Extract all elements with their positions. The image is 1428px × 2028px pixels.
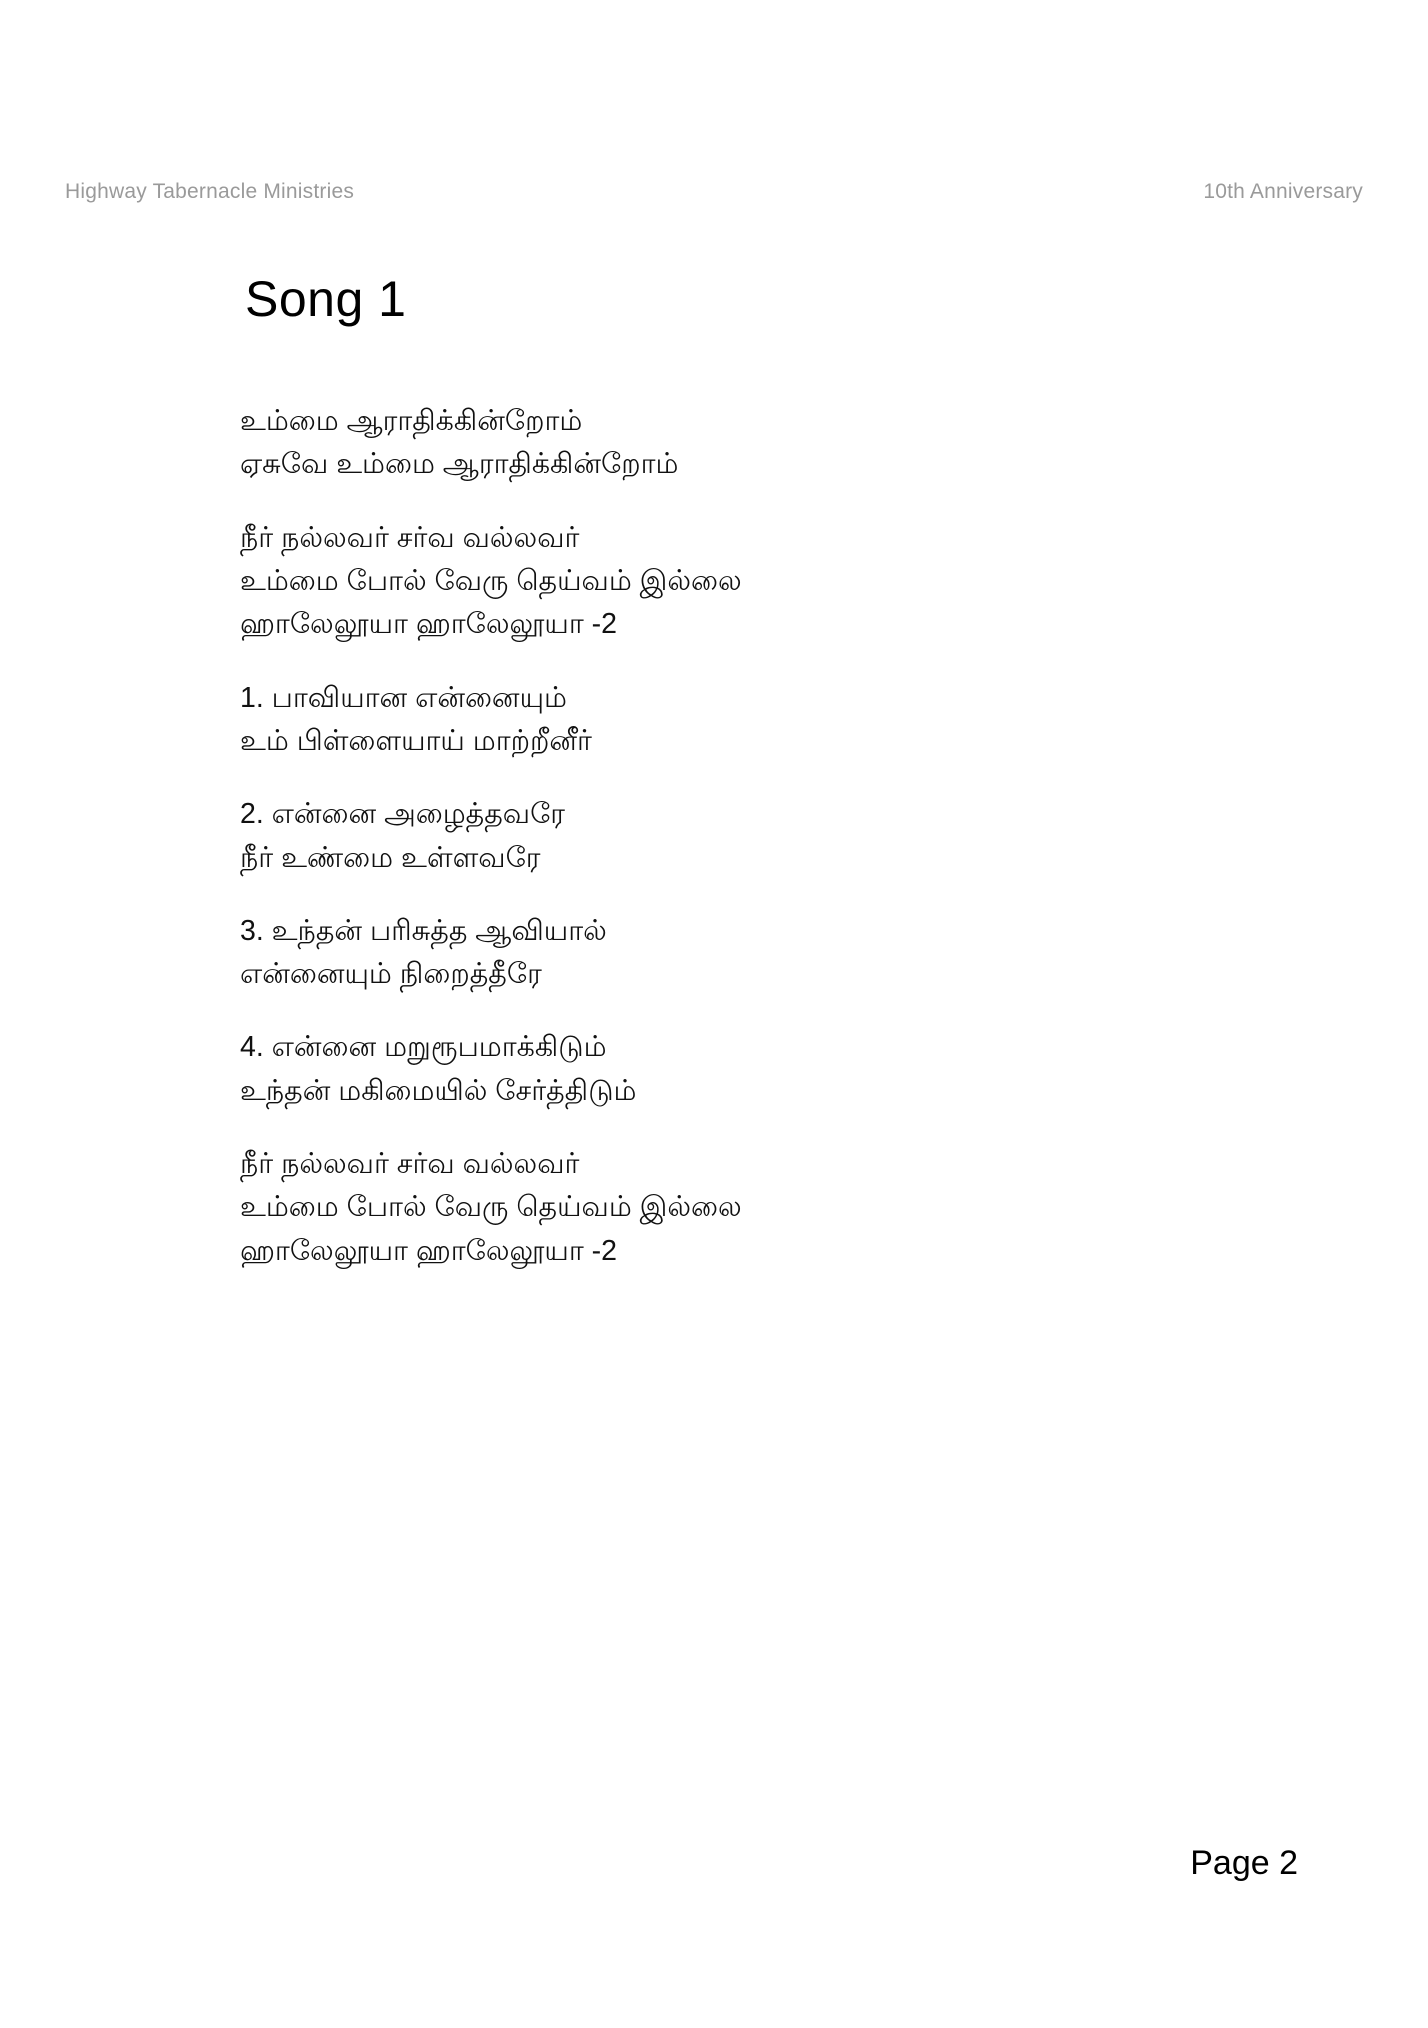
lyrics-stanza: [240, 1143, 1308, 1273]
lyrics-stanza: [240, 517, 1308, 647]
lyrics-stanza: [240, 400, 1308, 487]
lyrics-line: உந்தன் மகிமையில் சேர்த்திடும்: [240, 1074, 637, 1107]
lyrics-stanza: [240, 1026, 1308, 1113]
page-header: [65, 180, 1363, 204]
lyrics-line: 3. உந்தன் பரிசுத்த ஆவியால்: [240, 914, 607, 947]
header-anniversary-label: 10th Anniversary: [1203, 180, 1363, 203]
lyrics-line: நீர் நல்லவர் சர்வ வல்லவர்: [240, 521, 580, 554]
lyrics-stanza: [240, 910, 1308, 997]
lyrics-line: 4. என்னை மறுரூபமாக்கிடும்: [240, 1031, 607, 1064]
lyrics-line: உம்மை போல் வேரு தெய்வம் இல்லை: [240, 564, 742, 597]
lyrics-line: நீர் உண்மை உள்ளவரே: [240, 841, 541, 874]
lyrics-line: உம்மை ஆராதிக்கின்றோம்: [240, 405, 583, 437]
lyrics-stanza: [240, 677, 1308, 764]
lyrics-stanza: [240, 793, 1308, 880]
lyrics-line: ஹாலேலூயா ஹாலேலூயா -2: [240, 608, 617, 641]
page-number: Page 2: [1190, 1844, 1298, 1882]
lyrics-line: நீர் நல்லவர் சர்வ வல்லவர்: [240, 1148, 580, 1181]
lyrics-line: 2. என்னை அழைத்தவரே: [240, 798, 566, 831]
header-ministry-name: Highway Tabernacle Ministries: [65, 180, 355, 203]
lyrics-line: ஏசுவே உம்மை ஆராதிக்கின்றோம்: [240, 448, 679, 481]
lyrics-line: உம் பிள்ளையாய் மாற்றீனீர்: [240, 724, 592, 757]
lyrics-line: 1. பாவியான என்னையும்: [240, 681, 567, 714]
lyrics-line: உம்மை போல் வேரு தெய்வம் இல்லை: [240, 1191, 742, 1224]
lyrics-line: என்னையும் நிறைத்தீரே: [240, 958, 542, 991]
song-lyrics: [240, 400, 1308, 1273]
page-title: Song 1: [245, 271, 407, 327]
lyrics-line: ஹாலேலூயா ஹாலேலூயா -2: [240, 1234, 617, 1267]
